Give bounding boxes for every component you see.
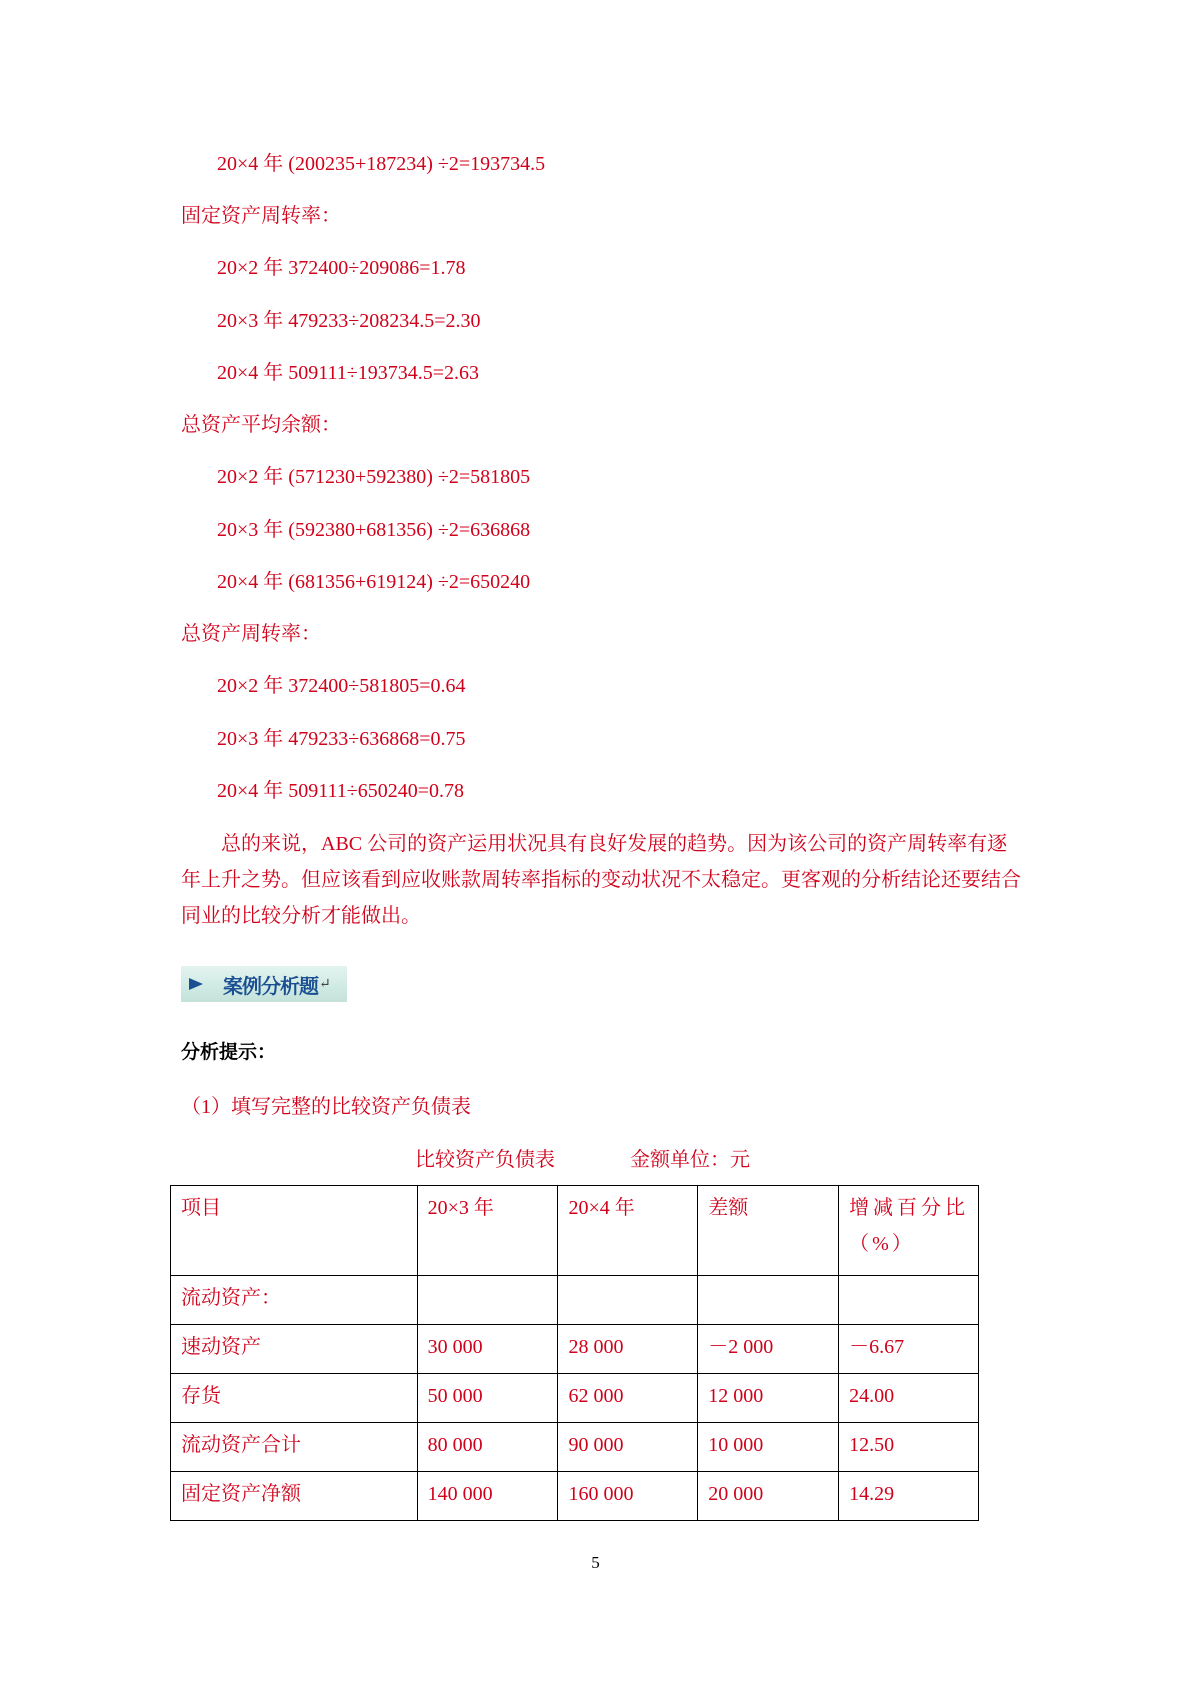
- table-cell: 12 000: [698, 1374, 839, 1423]
- header-cell: 增减百分比（%）: [839, 1186, 979, 1276]
- page-number: 5: [591, 1553, 600, 1572]
- banner-label: 案例分析题: [223, 973, 318, 998]
- table-cell: [417, 1276, 558, 1325]
- table-cell: 30 000: [417, 1325, 558, 1374]
- table-cell: 80 000: [417, 1423, 558, 1472]
- table-cell: 50 000: [417, 1374, 558, 1423]
- table-unit: 金额单位：元: [630, 1149, 750, 1171]
- table-header-row: [171, 1186, 979, 1276]
- table-cell: 140 000: [417, 1472, 558, 1521]
- table-cell: 固定资产净额: [171, 1472, 418, 1521]
- analysis-heading: 分析提示：: [181, 1041, 277, 1063]
- case-analysis-banner: [181, 966, 347, 1002]
- table-cell: 90 000: [558, 1423, 698, 1472]
- header-cell: 差额: [698, 1186, 839, 1276]
- table-cell: 12.50: [839, 1423, 979, 1472]
- return-mark: ↵: [319, 976, 331, 992]
- section-label: 固定资产周转率：: [181, 205, 341, 227]
- calc-line: 20×4 年 509111÷650240=0.78: [217, 780, 465, 802]
- calc-line: 20×2 年 (571230+592380) ÷2=581805: [217, 466, 531, 488]
- table-cell: 160 000: [558, 1472, 698, 1521]
- table-row: [171, 1374, 979, 1423]
- table-cell: 20 000: [698, 1472, 839, 1521]
- table-cell: 28 000: [558, 1325, 698, 1374]
- header-cell: 20×3 年: [417, 1186, 558, 1276]
- table-cell: 速动资产: [171, 1325, 418, 1374]
- table-row: [171, 1276, 979, 1325]
- table-title: 比较资产负债表: [415, 1149, 555, 1171]
- table-cell: 存货: [171, 1374, 418, 1423]
- calc-line: 20×4 年 (200235+187234) ÷2=193734.5: [217, 153, 546, 175]
- table-cell: 流动资产合计: [171, 1423, 418, 1472]
- header-cell: 项目: [171, 1186, 418, 1276]
- subheading: （1）填写完整的比较资产负债表: [181, 1096, 471, 1118]
- calc-line: 20×4 年 (681356+619124) ÷2=650240: [217, 571, 531, 593]
- comparison-balance-sheet: [170, 1185, 979, 1521]
- arrow-right-icon: [189, 978, 203, 990]
- table-cell: 10 000: [698, 1423, 839, 1472]
- table-cell: 24.00: [839, 1374, 979, 1423]
- calc-line: 20×4 年 509111÷193734.5=2.63: [217, 362, 480, 384]
- table-cell: [839, 1276, 979, 1325]
- calc-line: 20×2 年 372400÷209086=1.78: [217, 257, 466, 279]
- table-cell: 62 000: [558, 1374, 698, 1423]
- table-cell: [698, 1276, 839, 1325]
- calc-line: 20×3 年 479233÷208234.5=2.30: [217, 310, 481, 332]
- table-row: [171, 1472, 979, 1521]
- table-cell: 流动资产：: [171, 1276, 418, 1325]
- table-cell: －2 000: [698, 1325, 839, 1374]
- table-cell: [558, 1276, 698, 1325]
- table-cell: 14.29: [839, 1472, 979, 1521]
- section-label: 总资产平均余额：: [181, 414, 341, 436]
- header-cell: 20×4 年: [558, 1186, 698, 1276]
- table-row: [171, 1325, 979, 1374]
- summary-paragraph: 总的来说，ABC 公司的资产运用状况具有良好发展的趋势。因为该公司的资产周转率有逐年上升之势。但应该看到应收账款周转率指标的变动状况不太稳定。更客观的分析结论还要结合同业的比较分析才能做出。: [181, 833, 1021, 927]
- calc-line: 20×2 年 372400÷581805=0.64: [217, 675, 466, 697]
- calc-line: 20×3 年 (592380+681356) ÷2=636868: [217, 519, 531, 541]
- section-label: 总资产周转率：: [181, 623, 321, 645]
- table-row: [171, 1423, 979, 1472]
- table-cell: －6.67: [839, 1325, 979, 1374]
- calc-line: 20×3 年 479233÷636868=0.75: [217, 728, 466, 750]
